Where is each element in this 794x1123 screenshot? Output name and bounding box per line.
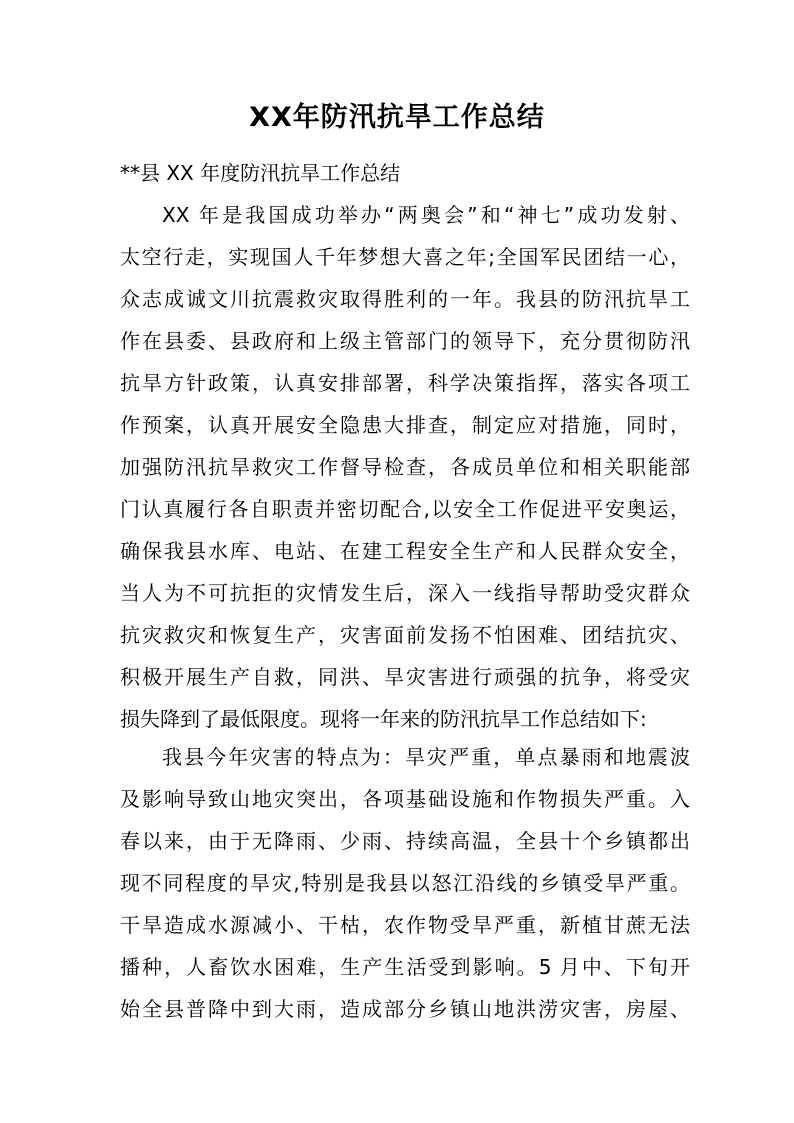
paragraph-line: 我县今年灾害的特点为：旱灾严重，单点暴雨和地震波 <box>162 745 690 769</box>
paragraph-line: 太空行走，实现国人千年梦想大喜之年;全国军民团结一心， <box>120 245 690 269</box>
paragraph-line: 抗灾救灾和恢复生产，灾害面前发扬不怕困难、团结抗灾、 <box>120 623 690 647</box>
paragraph-line: 积极开展生产自救，同洪、旱灾害进行顽强的抗争，将受灾 <box>120 665 690 689</box>
paragraph-line: 抗旱方针政策，认真安排部署，科学决策指挥，落实各项工 <box>120 371 690 395</box>
document-subtitle: **县 XX 年度防汛抗旱工作总结 <box>120 161 401 185</box>
paragraph-line: 作预案，认真开展安全隐患大排查，制定应对措施，同时， <box>120 413 690 437</box>
paragraph-line: 众志成诚文川抗震救灾取得胜利的一年。我县的防汛抗旱工 <box>120 287 690 311</box>
paragraph-line: 干旱造成水源减小、干枯，农作物受旱严重，新植甘蔗无法 <box>120 913 690 937</box>
paragraph-line: 确保我县水库、电站、在建工程安全生产和人民群众安全， <box>120 539 690 563</box>
paragraph-line: XX 年是我国成功举办“两奥会”和“神七”成功发射、 <box>162 203 690 227</box>
paragraph-line: 作在县委、县政府和上级主管部门的领导下，充分贯彻防汛 <box>120 329 690 353</box>
paragraph-line: 当人为不可抗拒的灾情发生后，深入一线指导帮助受灾群众 <box>120 581 690 605</box>
paragraph-line: 门认真履行各自职责并密切配合,以安全工作促进平安奥运， <box>120 497 690 521</box>
paragraph-line: 始全县普降中到大雨，造成部分乡镇山地洪涝灾害，房屋、 <box>120 997 690 1021</box>
paragraph-line: 加强防汛抗旱救灾工作督导检查，各成员单位和相关职能部 <box>120 455 690 479</box>
paragraph-line: 及影响导致山地灾突出，各项基础设施和作物损失严重。入 <box>120 787 690 811</box>
paragraph-line: 春以来，由于无降雨、少雨、持续高温，全县十个乡镇都出 <box>120 829 690 853</box>
paragraph-line: 播种，人畜饮水困难，生产生活受到影响。5 月中、下旬开 <box>120 955 690 979</box>
document-title: XX年防汛抗旱工作总结 <box>249 102 545 133</box>
paragraph-line: 现不同程度的旱灾,特别是我县以怒江沿线的乡镇受旱严重。 <box>120 871 690 895</box>
paragraph-line: 损失降到了最低限度。现将一年来的防汛抗旱工作总结如下: <box>120 707 647 731</box>
